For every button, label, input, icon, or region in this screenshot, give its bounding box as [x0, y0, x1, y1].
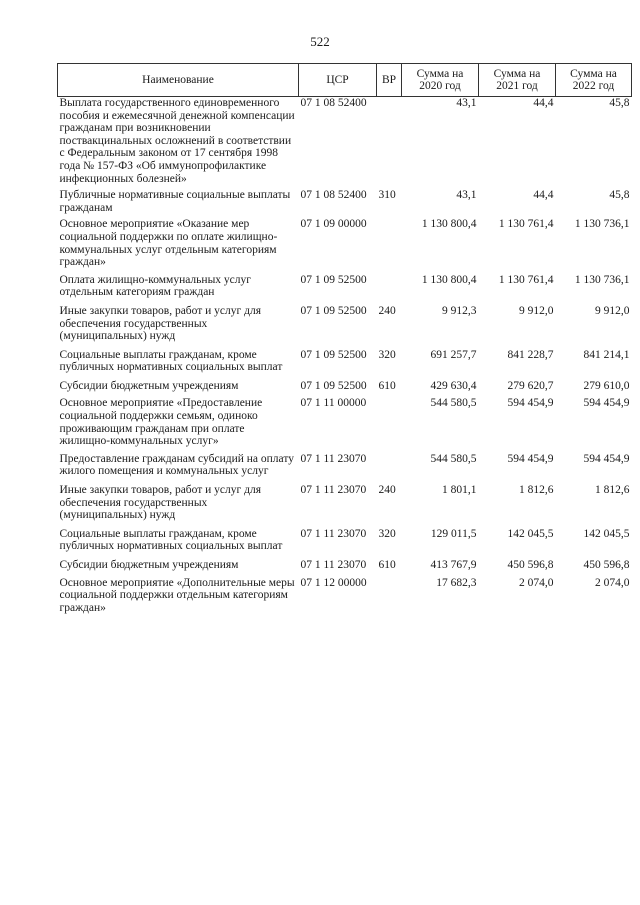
- row-sum-2022: 1 812,6: [595, 484, 630, 497]
- header-name: Наименование: [58, 64, 299, 97]
- header-sum-2020: Сумма на 2020 год: [402, 64, 479, 97]
- row-sum-2021: 2 074,0: [519, 576, 554, 589]
- row-vr: 320: [378, 527, 396, 540]
- row-csr: 07 1 12 00000: [300, 576, 367, 589]
- table-row: [58, 484, 632, 528]
- row-name: Предоставление гражданам субсидий на оплату жилого помещения и коммунальных услуг: [59, 452, 294, 478]
- row-sum-2020: 129 011,5: [430, 527, 477, 540]
- row-vr: 240: [378, 304, 396, 317]
- table-row: [58, 453, 632, 484]
- row-vr: [377, 453, 402, 484]
- header-vr: ВР: [377, 64, 402, 97]
- table-header-row: [58, 64, 632, 97]
- row-vr: [377, 274, 402, 305]
- table-row: [58, 349, 632, 380]
- row-csr: 07 1 09 00000: [300, 218, 367, 231]
- row-csr: 07 1 11 23070: [300, 559, 367, 571]
- row-sum-2021: 1 130 761,4: [498, 273, 554, 286]
- row-sum-2020: 43,1: [456, 189, 477, 202]
- row-csr: 07 1 08 52400: [300, 189, 367, 202]
- table-row: [58, 305, 632, 349]
- row-sum-2022: 450 596,8: [583, 559, 630, 571]
- table-body: [58, 97, 632, 615]
- row-name: Основное мероприятие «Дополнительные меры социальной поддержки отдельным категориям граждан»: [59, 576, 295, 614]
- row-vr: 240: [378, 484, 396, 497]
- header-sum-2022: Сумма на 2022 год: [556, 64, 632, 97]
- page-number: 522: [310, 34, 330, 49]
- budget-table: [57, 63, 632, 614]
- row-sum-2021: 594 454,9: [507, 452, 554, 465]
- row-sum-2020: 691 257,7: [430, 348, 477, 361]
- row-sum-2022: 279 610,0: [583, 379, 630, 392]
- row-name: Субсидии бюджетным учреждениям: [59, 379, 239, 392]
- row-name: Иные закупки товаров, работ и услуг для обеспечения государственных (муниципальных) нужд: [59, 304, 261, 343]
- row-name: Основное мероприятие «Оказание мер социальной поддержки по оплате жилищно-коммунальных услуг отдельным категориям граждан»: [59, 218, 278, 269]
- row-sum-2021: 594 454,9: [507, 397, 554, 410]
- row-sum-2021: 142 045,5: [507, 527, 554, 540]
- row-csr: 07 1 11 00000: [300, 397, 367, 410]
- table-row: [58, 577, 632, 615]
- row-name: Иные закупки товаров, работ и услуг для обеспечения государственных (муниципальных) нужд: [59, 484, 261, 522]
- row-sum-2020: 429 630,4: [430, 379, 477, 392]
- row-sum-2022: 142 045,5: [583, 527, 630, 540]
- row-sum-2021: 841 228,7: [507, 348, 554, 361]
- row-name: Социальные выплаты гражданам, кроме публичных нормативных социальных выплат: [59, 348, 283, 374]
- row-sum-2021: 450 596,8: [507, 559, 554, 571]
- row-csr: 07 1 08 52400: [300, 97, 367, 109]
- row-sum-2021: 1 130 761,4: [498, 218, 554, 231]
- row-csr: 07 1 09 52500: [300, 304, 367, 317]
- row-name: Основное мероприятие «Предоставление социальной поддержки семьям, одиноко проживающим гражданам при оплате жилищно-коммунальных услуг»: [59, 397, 263, 448]
- row-vr: 610: [378, 559, 396, 571]
- row-name: Социальные выплаты гражданам, кроме публичных нормативных социальных выплат: [59, 527, 283, 553]
- row-sum-2022: 594 454,9: [583, 397, 630, 410]
- row-sum-2020: 544 580,5: [430, 397, 477, 410]
- row-name: Оплата жилищно-коммунальных услуг отдельным категориям граждан: [59, 273, 251, 299]
- table-row: [58, 559, 632, 577]
- row-sum-2020: 43,1: [456, 97, 477, 109]
- row-sum-2022: 45,8: [609, 97, 630, 109]
- row-vr: [377, 397, 402, 452]
- row-sum-2022: 841 214,1: [583, 348, 630, 361]
- row-name: Субсидии бюджетным учреждениям: [59, 559, 239, 571]
- row-sum-2020: 9 912,3: [442, 304, 477, 317]
- row-csr: 07 1 09 52500: [300, 273, 367, 286]
- row-name: Выплата государственного единовременного пособия и ежемесячной денежной компенсации гражданам при возникновении поствакцинальных осложнений в соответствии с Федеральным законом от 17 сентября 1998 года № 157-ФЗ «Об иммунопрофилактике инфекционных болезней»: [59, 97, 295, 185]
- row-vr: 310: [378, 189, 396, 202]
- table-row: [58, 97, 632, 190]
- row-vr: 610: [378, 379, 396, 392]
- table-row: [58, 380, 632, 398]
- table-row: [58, 397, 632, 452]
- table-row: [58, 218, 632, 273]
- row-sum-2020: 1 130 800,4: [421, 273, 477, 286]
- row-sum-2020: 1 801,1: [442, 484, 477, 497]
- row-sum-2021: 279 620,7: [507, 379, 554, 392]
- row-sum-2021: 44,4: [533, 189, 554, 202]
- table-row: [58, 274, 632, 305]
- row-csr: 07 1 09 52500: [300, 379, 367, 392]
- row-vr: [377, 577, 402, 615]
- row-vr: [377, 97, 402, 190]
- row-sum-2020: 1 130 800,4: [421, 218, 477, 231]
- row-sum-2022: 594 454,9: [583, 452, 630, 465]
- row-sum-2022: 45,8: [609, 189, 630, 202]
- row-name: Публичные нормативные социальные выплаты гражданам: [59, 189, 291, 214]
- row-sum-2020: 17 682,3: [436, 576, 477, 589]
- row-csr: 07 1 11 23070: [300, 527, 367, 540]
- table-row: [58, 189, 632, 218]
- row-sum-2022: 2 074,0: [595, 576, 630, 589]
- row-sum-2021: 44,4: [533, 97, 554, 109]
- row-sum-2021: 9 912,0: [519, 304, 554, 317]
- row-csr: 07 1 09 52500: [300, 348, 367, 361]
- row-sum-2022: 1 130 736,1: [574, 218, 630, 231]
- row-sum-2022: 1 130 736,1: [574, 273, 630, 286]
- row-vr: [377, 218, 402, 273]
- row-sum-2020: 544 580,5: [430, 452, 477, 465]
- row-csr: 07 1 11 23070: [300, 452, 367, 465]
- table-row: [58, 528, 632, 559]
- row-csr: 07 1 11 23070: [300, 484, 367, 497]
- row-sum-2021: 1 812,6: [519, 484, 554, 497]
- header-sum-2021: Сумма на 2021 год: [479, 64, 556, 97]
- row-sum-2020: 413 767,9: [430, 559, 477, 571]
- row-sum-2022: 9 912,0: [595, 304, 630, 317]
- header-csr: ЦСР: [299, 64, 377, 97]
- row-vr: 320: [378, 348, 396, 361]
